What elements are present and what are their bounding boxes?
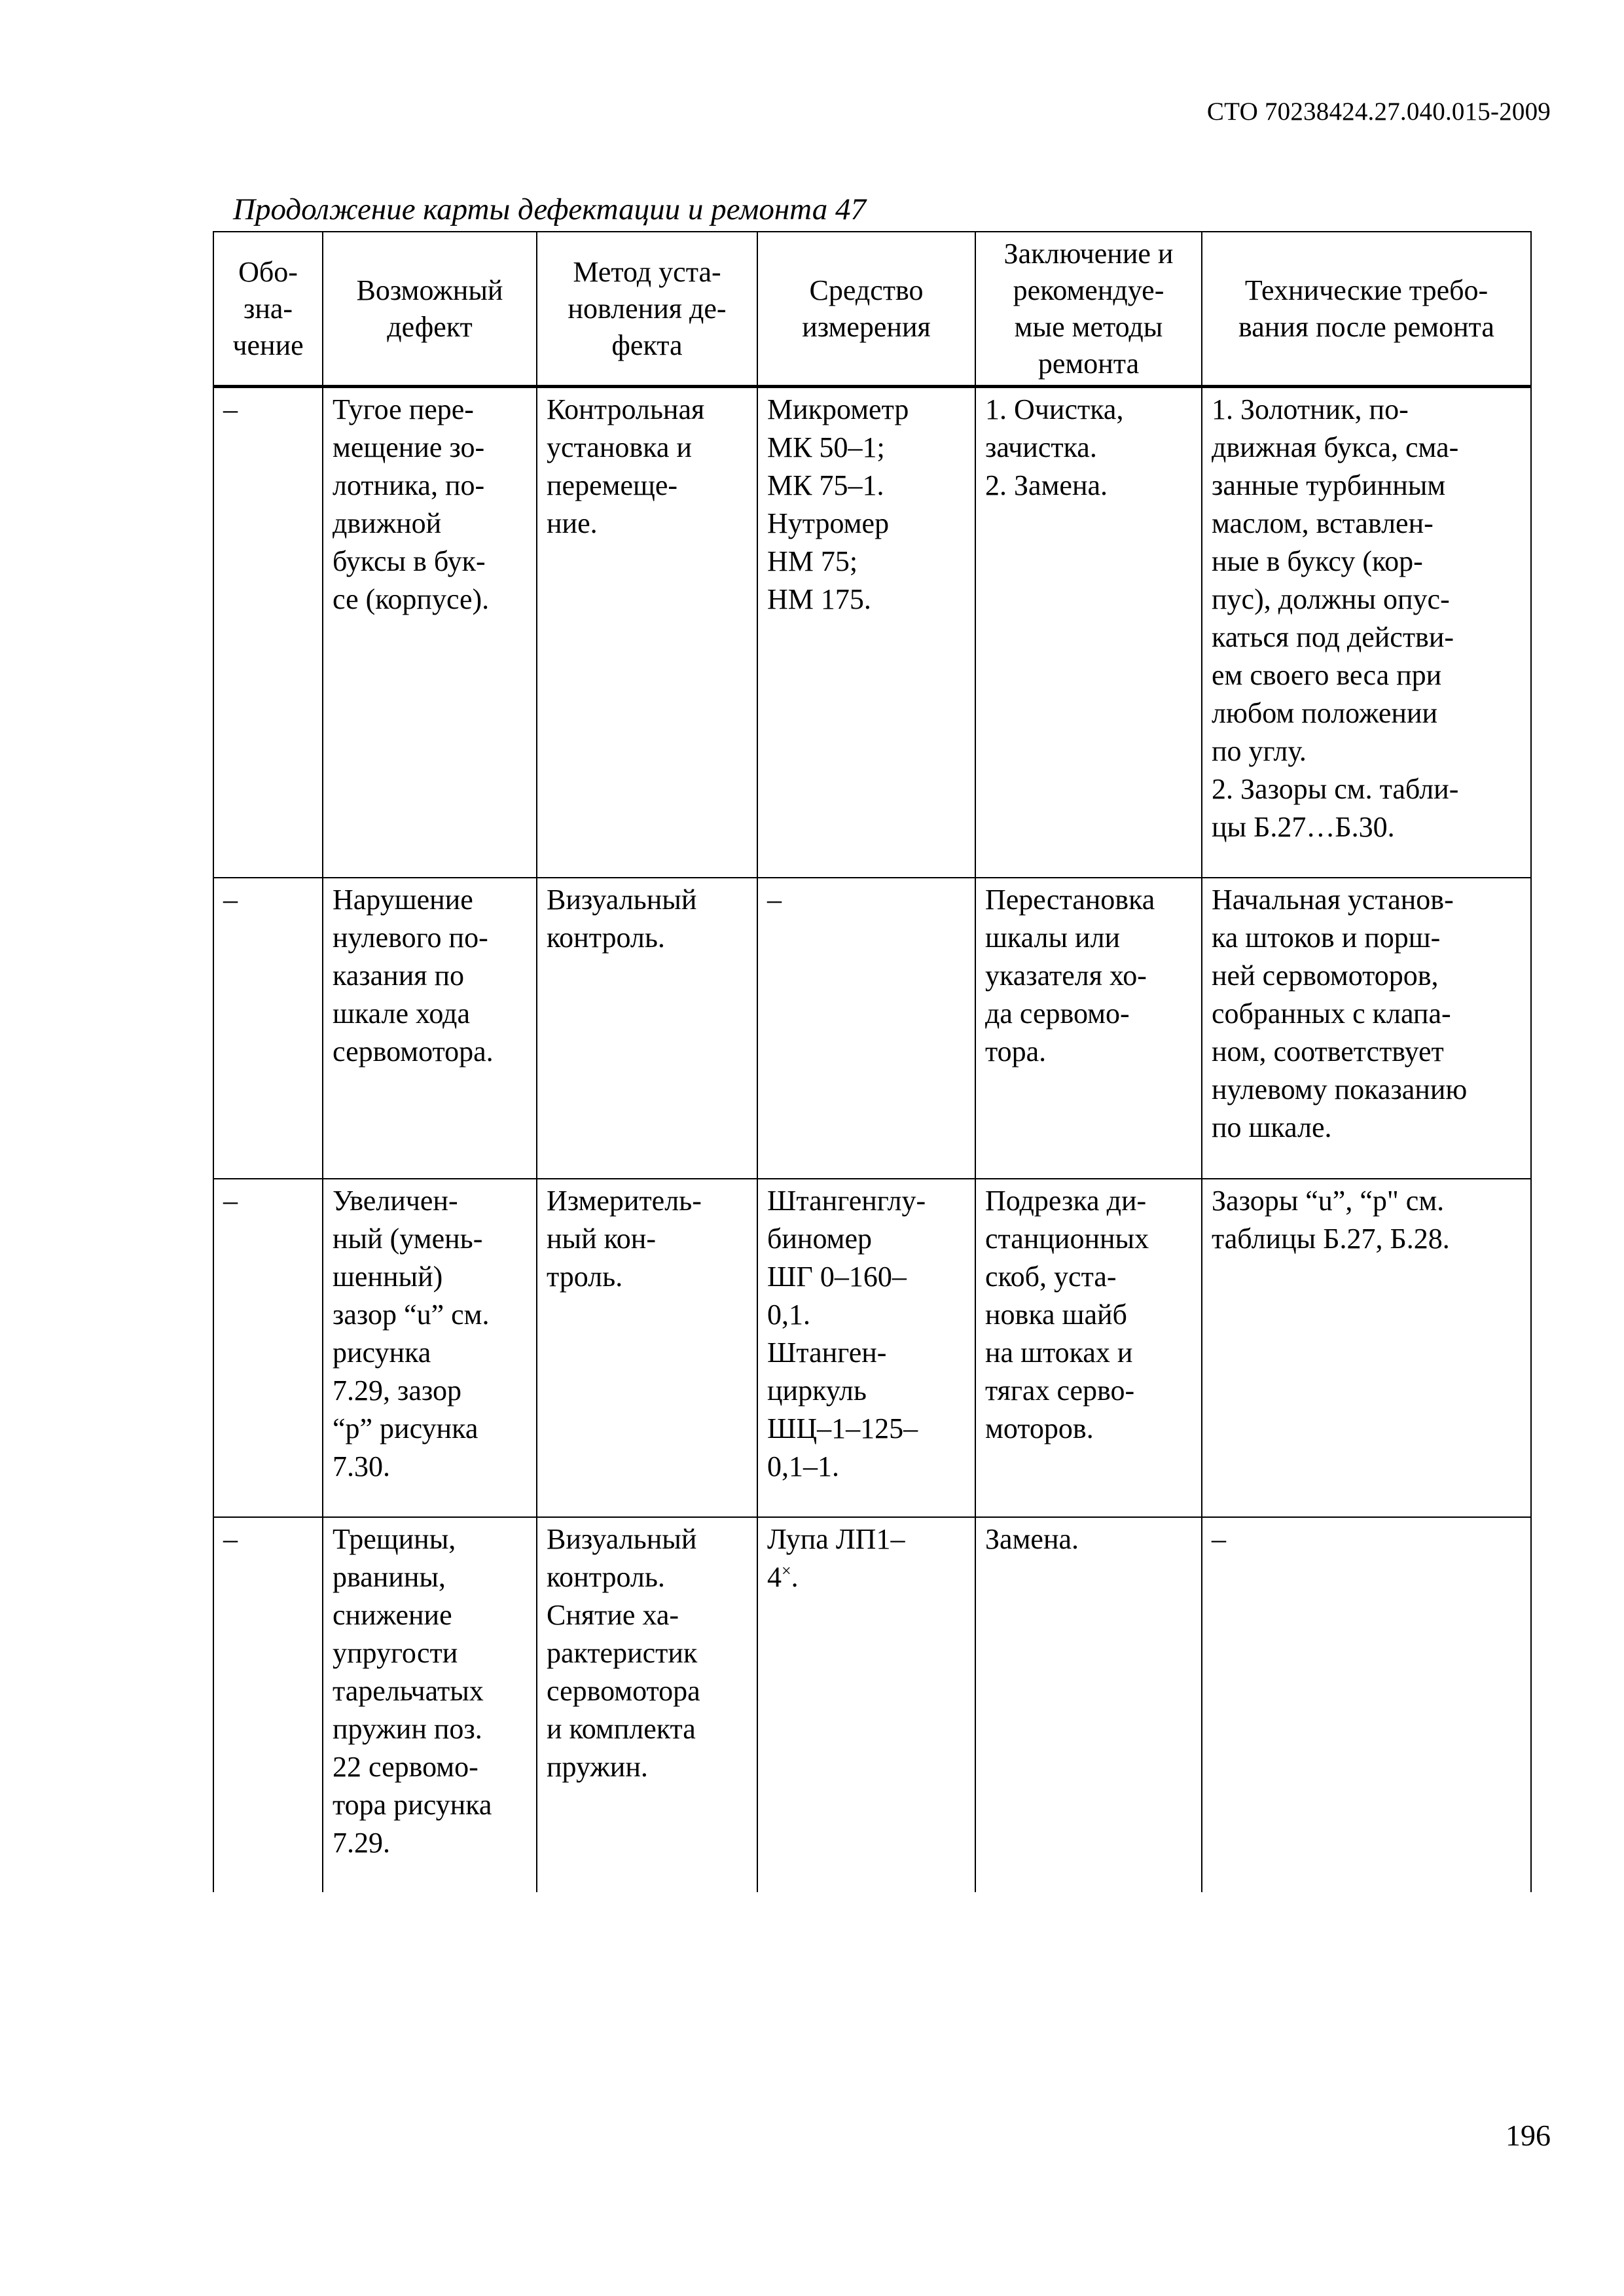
table-row (213, 387, 1531, 878)
table-row (213, 1517, 1531, 1892)
defect-repair-table (213, 231, 1532, 1892)
cell-designation: – (213, 1517, 323, 1892)
cell-defect: Трещины, рванины, снижение упругости тарельчатых пружин поз. 22 сервомо- тора рисунка 7.29. (323, 1517, 537, 1892)
cell-instrument: – (757, 878, 975, 1179)
cell-defect: Нарушение нулевого по- казания по шкале хода сервомотора. (323, 878, 537, 1179)
cell-defect: Увеличен- ный (умень- шенный) зазор “u” см. рисунка 7.29, зазор “p” рисунка 7.30. (323, 1179, 537, 1517)
cell-designation: – (213, 387, 323, 878)
cell-instrument: Штангенглу- биномер ШГ 0–160– 0,1. Штанген- циркуль ШЦ–1–125– 0,1–1. (757, 1179, 975, 1517)
table-row (213, 1179, 1531, 1517)
column-header-conclusion: Заключение и рекомендуе- мые методы ремонта (975, 232, 1202, 387)
cell-method: Контрольная установка и перемеще- ние. (537, 387, 757, 878)
cell-method: Визуальный контроль. Снятие ха- рактеристик сервомотора и комплекта пружин. (537, 1517, 757, 1892)
cell-designation: – (213, 878, 323, 1179)
cell-requirements: Зазоры “u”, “p" см. таблицы Б.27, Б.28. (1202, 1179, 1531, 1517)
column-header-defect: Возможный дефект (323, 232, 537, 387)
document-code: СТО 70238424.27.040.015-2009 (1206, 98, 1551, 126)
cell-method: Визуальный контроль. (537, 878, 757, 1179)
table-row (213, 878, 1531, 1179)
table-caption: Продолжение карты дефектации и ремонта 47 (233, 192, 866, 226)
cell-requirements: Начальная установ- ка штоков и порш- ней сервомоторов, собранных с клапа- ном, соответствует нулевому показанию по шкале. (1202, 878, 1531, 1179)
cell-instrument (757, 1517, 975, 1892)
table-header-row (213, 232, 1531, 387)
page-number: 196 (1506, 2119, 1551, 2152)
cell-instrument: Микрометр МК 50–1; МК 75–1. Нутромер НМ 75; НМ 175. (757, 387, 975, 878)
cell-method: Измеритель- ный кон- троль. (537, 1179, 757, 1517)
cell-requirements: – (1202, 1517, 1531, 1892)
cell-designation: – (213, 1179, 323, 1517)
cell-conclusion: Перестановка шкалы или указателя хо- да сервомо- тора. (975, 878, 1202, 1179)
instrument-tail: . (791, 1560, 799, 1593)
column-header-requirements: Технические требо- вания после ремонта (1202, 232, 1531, 387)
magnification-superscript: × (782, 1560, 791, 1580)
column-header-instrument: Средство измерения (757, 232, 975, 387)
cell-requirements: 1. Золотник, по- движная букса, сма- занные турбинным маслом, вставлен- ные в буксу (кор- пус), должны опус- каться под действи- ем своего веса при любом положении по углу. 2. Зазоры см. табли- цы Б.27…Б.30. (1202, 387, 1531, 878)
cell-conclusion: 1. Очистка, зачистка. 2. Замена. (975, 387, 1202, 878)
column-header-designation: Обо- зна- чение (213, 232, 323, 387)
column-header-method: Метод уста- новления де- фекта (537, 232, 757, 387)
instrument-text: Лупа ЛП1– 4 (767, 1522, 905, 1593)
cell-conclusion: Подрезка ди- станционных скоб, уста- новка шайб на штоках и тягах серво- моторов. (975, 1179, 1202, 1517)
cell-defect: Тугое пере- мещение зо- лотника, по- движной буксы в бук- се (корпусе). (323, 387, 537, 878)
cell-conclusion: Замена. (975, 1517, 1202, 1892)
